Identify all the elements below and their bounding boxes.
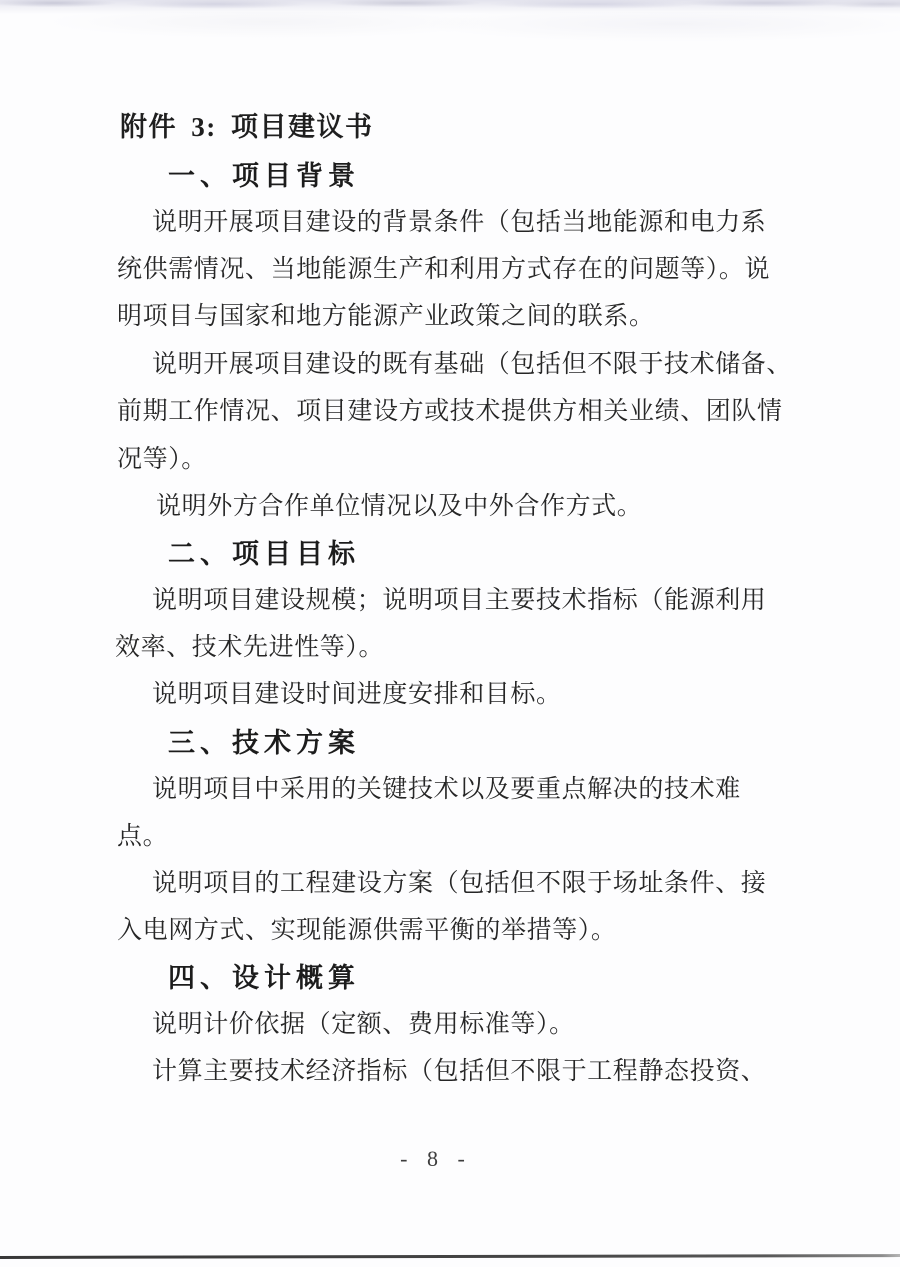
section-heading-technical-plan: 三、技术方案: [168, 728, 360, 758]
paragraph-line: 况等）。: [117, 446, 207, 473]
paragraph-line: 计算主要技术经济指标（包括但不限于工程静态投资、: [152, 1058, 767, 1085]
section-heading-project-goals: 二、项目目标: [168, 539, 360, 569]
paragraph-line: 说明计价依据（定额、费用标准等）。: [152, 1011, 575, 1038]
paragraph-line: 效率、技术先进性等）。: [115, 634, 385, 661]
paragraph-line: 说明开展项目建设的既有基础（包括但不限于技术储备、: [152, 351, 793, 378]
paragraph-line: 点。: [117, 823, 169, 850]
paragraph-line: 说明项目建设时间进度安排和目标。: [152, 681, 562, 708]
paragraph-line: 说明项目建设规模；说明项目主要技术指标（能源利用: [152, 587, 767, 614]
paragraph-line: 说明外方合作单位情况以及中外合作方式。: [156, 493, 643, 520]
paragraph-line: 统供需情况、当地能源生产和利用方式存在的问题等）。说: [117, 256, 771, 283]
page-edge-line: [0, 1254, 900, 1259]
section-heading-project-background: 一、项目背景: [168, 161, 360, 191]
section-heading-design-estimate: 四、设计概算: [168, 963, 360, 993]
paragraph-line: 说明项目的工程建设方案（包括但不限于场址条件、接: [152, 870, 767, 897]
attachment-title: 附件 3: 项目建议书: [120, 112, 374, 142]
page-number: - 8 -: [400, 1146, 472, 1171]
scan-artifact-haze: [0, 12, 900, 62]
paragraph-line: 前期工作情况、项目建设方或技术提供方相关业绩、团队情: [117, 398, 783, 425]
paragraph-line: 说明项目中采用的关键技术以及要重点解决的技术难: [152, 776, 741, 803]
paragraph-line: 入电网方式、实现能源供需平衡的举措等）。: [117, 917, 617, 944]
paragraph-line: 说明开展项目建设的背景条件（包括当地能源和电力系: [152, 209, 767, 236]
paragraph-line: 明项目与国家和地方能源产业政策之间的联系。: [117, 303, 655, 330]
